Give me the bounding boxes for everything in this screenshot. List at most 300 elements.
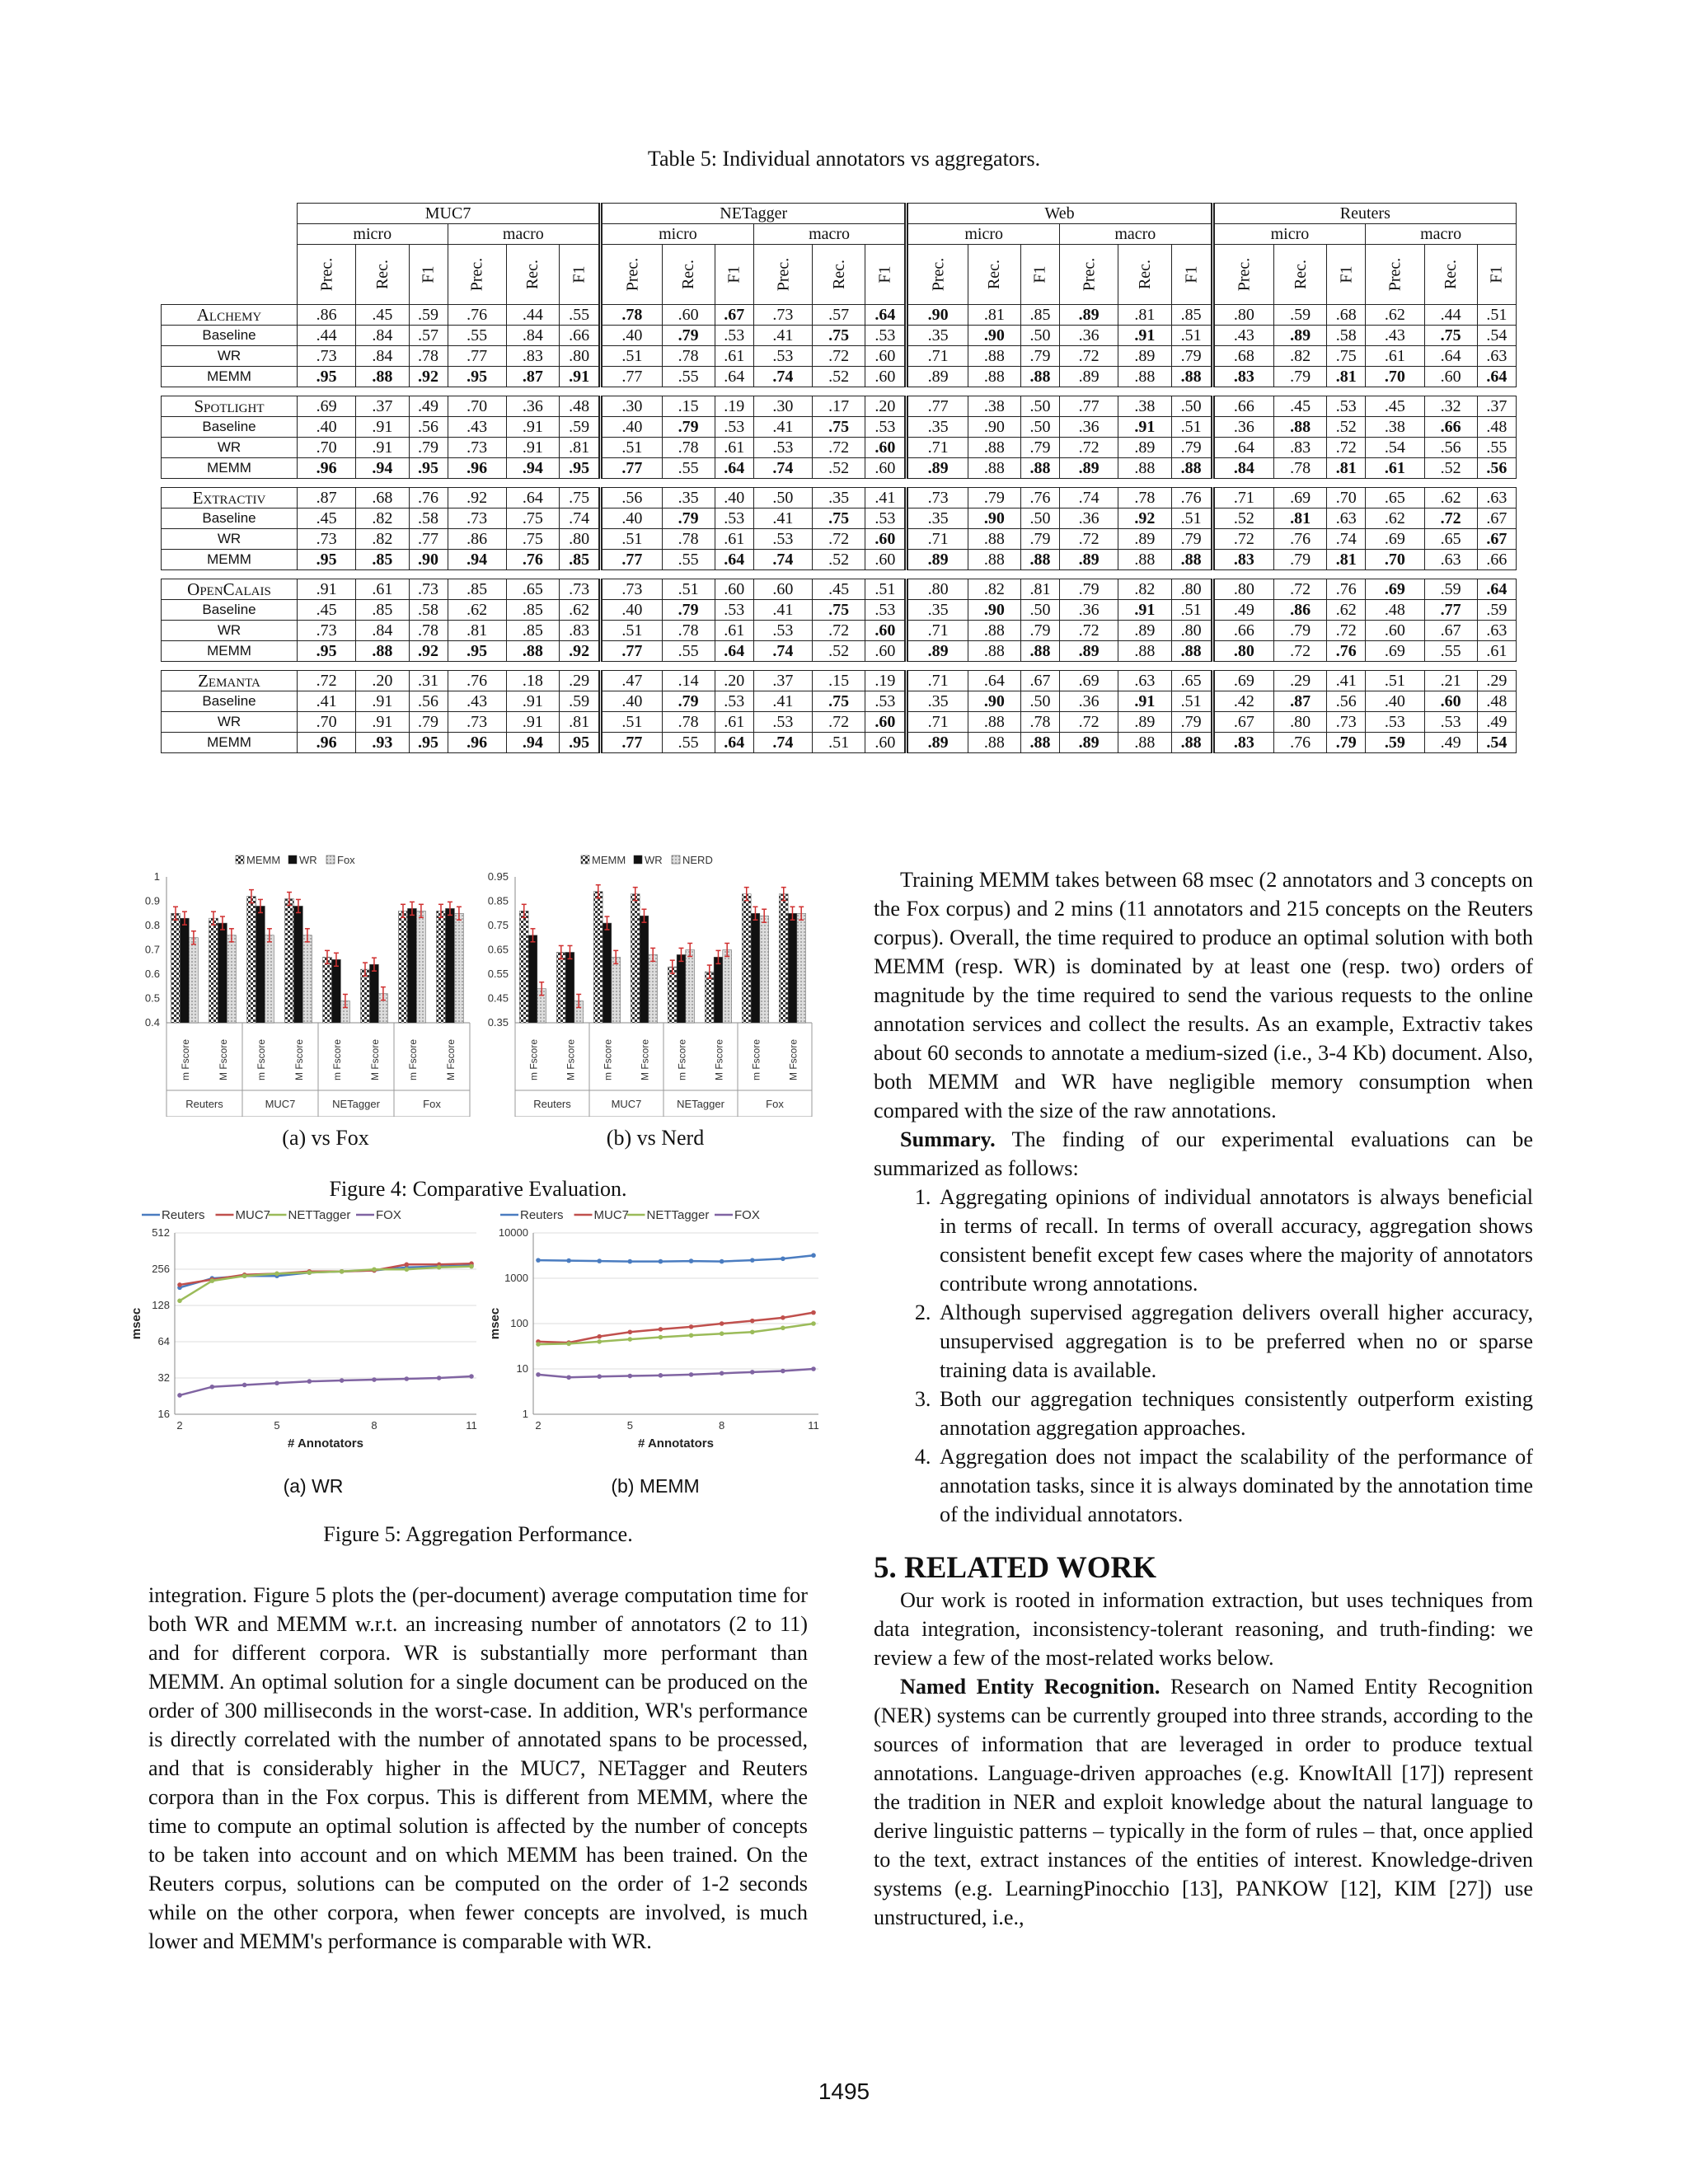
table-cell: .55	[662, 733, 715, 753]
table-cell: .92	[409, 367, 448, 387]
table-cell: .78	[662, 712, 715, 733]
data-point	[469, 1264, 474, 1269]
table-cell: .75	[506, 509, 559, 529]
table-cell: .96	[298, 458, 356, 479]
table-cell: .75	[1327, 346, 1366, 367]
y-tick-label: 128	[152, 1299, 170, 1311]
table-cell: .60	[1424, 367, 1477, 387]
table-row	[162, 346, 1517, 367]
bar	[445, 908, 454, 1023]
table-cell: .88	[1021, 641, 1060, 662]
table-cell: .91	[506, 417, 559, 438]
data-point	[566, 1258, 571, 1263]
data-point	[659, 1259, 663, 1264]
table-cell: .88	[968, 367, 1020, 387]
table-cell: .35	[907, 417, 968, 438]
bar	[603, 923, 612, 1023]
table-cell: .51	[1171, 417, 1212, 438]
bar	[779, 894, 788, 1023]
table-cell: .59	[1274, 305, 1327, 326]
data-point	[597, 1334, 602, 1339]
table-cell: .51	[601, 712, 662, 733]
table-cell: .91	[506, 691, 559, 712]
table-cell: .65	[1171, 671, 1212, 691]
training-paragraph: Training MEMM takes between 68 msec (2 annotators and 3 concepts on the Fox corpus) and 2 mins (11 annotators and 215 concepts on the Reuters corpus). Overall, the time required to produce an optimal solution with both MEMM (resp. WR) is dominated by at least one (resp. two) orders of magnitude by the time required to send the various requests to the online annotation services and collect the results. As an example, Extractiv takes about 60 seconds to annotate a medium-sized (i.e., 3-4 Kb) document. Also, both MEMM and WR have negligible memory consumption when compared with the size of the raw annotations.	[874, 868, 1533, 1122]
table-cell: .54	[1366, 438, 1424, 458]
x-tick-label: 11	[466, 1419, 477, 1432]
table-cell: .53	[1327, 396, 1366, 417]
row-label: WR	[162, 346, 298, 367]
fig4a-bar-chart	[132, 849, 478, 1117]
data-point	[274, 1272, 279, 1277]
legend-swatch	[326, 855, 335, 864]
table-cell: .66	[1424, 417, 1477, 438]
table-cell: .76	[1327, 641, 1366, 662]
table-cell: .72	[1327, 621, 1366, 641]
table-cell: .94	[506, 458, 559, 479]
table-cell: .40	[298, 417, 356, 438]
table-cell: .60	[865, 438, 907, 458]
table-cell: .51	[1171, 509, 1212, 529]
table-cell: .72	[813, 438, 865, 458]
bar	[760, 916, 769, 1023]
table-cell: .66	[1212, 396, 1273, 417]
x-tick-label: 11	[808, 1419, 819, 1432]
y-tick-label: 256	[152, 1263, 170, 1275]
table-cell: .91	[356, 417, 409, 438]
table-cell: .69	[1060, 671, 1118, 691]
table-cell: .53	[715, 691, 753, 712]
table-cell: .19	[865, 671, 907, 691]
table-cell: .71	[1212, 488, 1273, 509]
table-cell: .73	[448, 438, 506, 458]
table-cell: .76	[506, 550, 559, 570]
table-cell: .41	[865, 488, 907, 509]
row-label: WR	[162, 438, 298, 458]
data-point	[689, 1333, 694, 1338]
table-cell: .73	[601, 579, 662, 600]
bar	[399, 911, 408, 1023]
table-cell: .60	[865, 367, 907, 387]
bar	[180, 918, 189, 1023]
table-cell: .70	[448, 396, 506, 417]
table-cell: .89	[1118, 346, 1171, 367]
x-tick-label: M Fscore	[713, 1038, 725, 1080]
table-cell: .35	[907, 326, 968, 346]
table-cell: .60	[715, 579, 753, 600]
table-cell: .72	[1424, 509, 1477, 529]
table-cell: .84	[356, 346, 409, 367]
legend-label: WR	[299, 854, 317, 866]
row-label: WR	[162, 712, 298, 733]
data-point	[628, 1337, 633, 1342]
table-cell: .52	[813, 458, 865, 479]
table-cell: .62	[1366, 509, 1424, 529]
data-point	[720, 1259, 724, 1264]
metric-header: Prec.	[448, 245, 506, 305]
table-cell: .79	[1274, 550, 1327, 570]
table-cell: .49	[409, 396, 448, 417]
data-point	[750, 1370, 755, 1375]
table-cell: .84	[1212, 458, 1273, 479]
table-cell: .55	[662, 641, 715, 662]
table-cell: .50	[753, 488, 812, 509]
results-table	[161, 203, 1517, 753]
x-tick-label: 2	[176, 1419, 183, 1432]
x-tick-label: 8	[371, 1419, 377, 1432]
table-cell: .41	[298, 691, 356, 712]
data-point	[597, 1258, 602, 1263]
table-cell: .56	[601, 488, 662, 509]
fig5b-subcaption: (b) MEMM	[611, 1475, 700, 1497]
table-cell: .69	[1366, 641, 1424, 662]
table-row	[162, 326, 1517, 346]
table-cell: .77	[601, 733, 662, 753]
table-cell: .53	[865, 691, 907, 712]
table-cell: .75	[813, 417, 865, 438]
row-label: Baseline	[162, 509, 298, 529]
table-cell: .85	[356, 600, 409, 621]
row-label: OpenCalais	[162, 579, 298, 600]
legend-label: MEMM	[246, 854, 281, 866]
group-label: Reuters	[185, 1098, 223, 1110]
y-tick-label: 0.45	[487, 991, 509, 1005]
table-cell: .65	[506, 579, 559, 600]
table-cell: .60	[865, 733, 907, 753]
row-label: Spotlight	[162, 396, 298, 417]
table-cell: .18	[506, 671, 559, 691]
table-cell: .44	[298, 326, 356, 346]
table-cell: .45	[298, 509, 356, 529]
table-cell: .95	[409, 733, 448, 753]
table-caption: Table 5: Individual annotators vs aggregators.	[647, 147, 1041, 171]
table-cell: .15	[813, 671, 865, 691]
fig5a-line-chart	[124, 1203, 486, 1467]
data-point	[659, 1327, 663, 1332]
table-cell: .74	[753, 641, 812, 662]
table-cell: .69	[1212, 671, 1273, 691]
table-cell: .50	[1021, 600, 1060, 621]
table-cell: .83	[506, 346, 559, 367]
table-cell: .29	[560, 671, 601, 691]
table-cell: .60	[865, 621, 907, 641]
dataset-header: Reuters	[1212, 204, 1516, 224]
table-cell: .56	[409, 691, 448, 712]
table-cell: .81	[560, 712, 601, 733]
table-cell: .81	[448, 621, 506, 641]
table-cell: .60	[865, 550, 907, 570]
metric-header: Rec.	[506, 245, 559, 305]
data-point	[372, 1267, 377, 1272]
table-cell: .78	[1021, 712, 1060, 733]
table-cell: .88	[1118, 641, 1171, 662]
table-cell: .81	[1021, 579, 1060, 600]
table-cell: .83	[1212, 550, 1273, 570]
table-cell: .64	[1477, 367, 1516, 387]
table-cell: .88	[968, 621, 1020, 641]
bar	[528, 935, 537, 1023]
table-cell: .77	[601, 367, 662, 387]
table-cell: .91	[1118, 691, 1171, 712]
data-point	[210, 1278, 215, 1283]
table-cell: .78	[1274, 458, 1327, 479]
table-cell: .85	[560, 550, 601, 570]
table-cell: .79	[662, 509, 715, 529]
table-cell: .88	[356, 641, 409, 662]
table-cell: .54	[1477, 326, 1516, 346]
table-cell: .36	[1060, 417, 1118, 438]
table-cell: .77	[907, 396, 968, 417]
table-cell: .62	[1424, 488, 1477, 509]
table-cell: .79	[1171, 346, 1212, 367]
y-tick-label: 0.9	[144, 894, 160, 907]
table-cell: .41	[753, 417, 812, 438]
table-cell: .66	[560, 326, 601, 346]
legend-swatch	[236, 855, 244, 864]
table-cell: .41	[753, 600, 812, 621]
table-cell: .44	[1424, 305, 1477, 326]
table-cell: .77	[448, 346, 506, 367]
table-cell: .35	[813, 488, 865, 509]
table-cell: .91	[1118, 326, 1171, 346]
table-cell: .80	[560, 529, 601, 550]
table-cell: .90	[968, 326, 1020, 346]
table-cell: .89	[907, 550, 968, 570]
table-row	[162, 691, 1517, 712]
table-cell: .61	[715, 529, 753, 550]
table-cell: .89	[1060, 458, 1118, 479]
table-cell: .35	[907, 509, 968, 529]
table-cell: .74	[560, 509, 601, 529]
table-cell: .61	[715, 712, 753, 733]
data-point	[307, 1379, 312, 1384]
group-label: MUC7	[265, 1098, 296, 1110]
table-cell: .83	[1212, 733, 1273, 753]
avg-header: macro	[1060, 224, 1213, 245]
table-cell: .36	[1212, 417, 1273, 438]
table-cell: .53	[1424, 712, 1477, 733]
metric-header: Prec.	[1060, 245, 1118, 305]
table-cell: .53	[753, 438, 812, 458]
table-cell: .84	[356, 621, 409, 641]
table-cell: .78	[1118, 488, 1171, 509]
table-cell: .68	[1327, 305, 1366, 326]
y-tick-label: 10	[516, 1362, 528, 1375]
table-cell: .80	[1274, 712, 1327, 733]
y-tick-label: 0.55	[487, 968, 509, 980]
y-tick-label: 0.85	[487, 894, 509, 907]
x-tick-label: M Fscore	[293, 1038, 305, 1080]
table-row	[162, 733, 1517, 753]
data-point	[781, 1256, 785, 1261]
table-cell: .76	[1171, 488, 1212, 509]
table-cell: .88	[968, 550, 1020, 570]
data-point	[597, 1339, 602, 1344]
table-cell: .73	[448, 712, 506, 733]
table-cell: .65	[1424, 529, 1477, 550]
table-cell: .62	[1327, 600, 1366, 621]
table-cell: .77	[1060, 396, 1118, 417]
y-axis-label: msec	[129, 1307, 143, 1340]
table-row	[162, 621, 1517, 641]
table-cell: .64	[865, 305, 907, 326]
table-cell: .82	[968, 579, 1020, 600]
table-cell: .89	[1060, 550, 1118, 570]
table-cell: .61	[715, 346, 753, 367]
table-cell: .45	[356, 305, 409, 326]
table-cell: .79	[409, 712, 448, 733]
legend-label: MUC7	[235, 1208, 271, 1222]
table-cell: .59	[560, 691, 601, 712]
data-point	[597, 1374, 602, 1379]
table-cell: .55	[662, 458, 715, 479]
series-line	[538, 1255, 814, 1261]
bar	[323, 957, 332, 1023]
x-axis-label: # Annotators	[288, 1436, 363, 1451]
table-cell: .69	[1366, 529, 1424, 550]
table-row	[162, 712, 1517, 733]
summary-heading: Summary.	[900, 1127, 996, 1151]
table-cell: .90	[968, 600, 1020, 621]
table-cell: .48	[1477, 691, 1516, 712]
table-cell: .74	[1327, 529, 1366, 550]
x-tick-label: 5	[274, 1419, 280, 1432]
bar	[519, 911, 528, 1023]
table-cell: .38	[1118, 396, 1171, 417]
bar	[714, 957, 723, 1023]
data-point	[689, 1324, 694, 1329]
table-cell: .78	[662, 438, 715, 458]
table-cell: .85	[448, 579, 506, 600]
table-row	[162, 396, 1517, 417]
data-point	[242, 1273, 247, 1278]
table-cell: .56	[1477, 458, 1516, 479]
y-tick-label: 512	[152, 1226, 170, 1239]
x-tick-label: m Fscore	[528, 1038, 540, 1080]
table-cell: .40	[715, 488, 753, 509]
table-cell: .43	[1212, 326, 1273, 346]
legend-label: MEMM	[592, 854, 626, 866]
summary-list	[874, 1183, 1533, 1529]
table-cell: .71	[907, 621, 968, 641]
table-cell: .76	[1274, 529, 1327, 550]
x-tick-label: M Fscore	[369, 1038, 381, 1080]
page-number: 1495	[818, 2079, 870, 2104]
table-cell: .43	[1366, 326, 1424, 346]
list-item: 2. Although supervised aggregation delivers overall higher accuracy, unsupervised aggregation is to be preferred when no or sparse training data is available.	[936, 1298, 1533, 1385]
table-cell: .64	[1424, 346, 1477, 367]
table-cell: .72	[1327, 438, 1366, 458]
table-cell: .63	[1477, 346, 1516, 367]
bar	[631, 894, 640, 1023]
table-cell: .94	[448, 550, 506, 570]
table-cell: .47	[601, 671, 662, 691]
table-cell: .51	[1171, 600, 1212, 621]
table-row	[162, 641, 1517, 662]
series-line	[538, 1313, 814, 1343]
group-label: MUC7	[611, 1098, 642, 1110]
bar	[640, 916, 649, 1023]
bar	[788, 913, 797, 1023]
table-cell: .78	[662, 529, 715, 550]
table-cell: .53	[715, 326, 753, 346]
table-cell: .53	[865, 417, 907, 438]
bar	[416, 911, 425, 1023]
table-cell: .88	[1021, 367, 1060, 387]
legend-swatch	[581, 855, 589, 864]
bar	[171, 913, 181, 1023]
table-cell: .92	[409, 641, 448, 662]
table-cell: .58	[1327, 326, 1366, 346]
table-cell: .84	[506, 326, 559, 346]
fig4-caption: Figure 4: Comparative Evaluation.	[329, 1177, 627, 1201]
table-cell: .64	[715, 367, 753, 387]
section-title: 5. RELATED WORK	[874, 1551, 1156, 1585]
data-point	[659, 1373, 663, 1378]
table-cell: .87	[506, 367, 559, 387]
table-cell: .51	[813, 733, 865, 753]
table-cell: .64	[715, 733, 753, 753]
table-cell: .92	[1118, 509, 1171, 529]
table-cell: .81	[1118, 305, 1171, 326]
dataset-header: Web	[907, 204, 1212, 224]
table-cell: .41	[1327, 671, 1366, 691]
table-cell: .94	[506, 733, 559, 753]
table-cell: .95	[448, 641, 506, 662]
y-tick-label: 0.8	[144, 919, 160, 931]
table-cell: .62	[448, 600, 506, 621]
table-cell: .91	[356, 691, 409, 712]
table-cell: .80	[1212, 579, 1273, 600]
table-cell: .40	[601, 509, 662, 529]
table-cell: .78	[409, 346, 448, 367]
table-cell: .88	[968, 458, 1020, 479]
table-cell: .70	[1366, 367, 1424, 387]
table-cell: .84	[356, 326, 409, 346]
avg-header: micro	[907, 224, 1060, 245]
data-point	[689, 1372, 694, 1377]
table-cell: .76	[1274, 733, 1327, 753]
table-cell: .95	[560, 733, 601, 753]
fig4a-subcaption: (a) vs Fox	[282, 1126, 369, 1150]
data-point	[566, 1375, 571, 1380]
table-cell: .61	[1366, 346, 1424, 367]
ner-paragraph	[874, 1672, 1533, 1932]
table-row	[162, 458, 1517, 479]
table-cell: .79	[1274, 367, 1327, 387]
table-cell: .88	[968, 712, 1020, 733]
table-cell: .19	[715, 396, 753, 417]
data-point	[536, 1372, 541, 1377]
table-cell: .79	[1021, 621, 1060, 641]
table-cell: .14	[662, 671, 715, 691]
table-cell: .85	[356, 550, 409, 570]
table-cell: .80	[1171, 621, 1212, 641]
legend-label: NETTagger	[288, 1208, 351, 1222]
table-cell: .90	[968, 509, 1020, 529]
table-cell: .71	[907, 671, 968, 691]
bar	[742, 894, 751, 1023]
table-cell: .96	[448, 458, 506, 479]
table-cell: .51	[1171, 326, 1212, 346]
table-cell: .89	[1274, 326, 1327, 346]
table-cell: .70	[298, 438, 356, 458]
table-cell: .50	[1021, 326, 1060, 346]
group-label: Fox	[423, 1098, 441, 1110]
table-cell: .73	[298, 346, 356, 367]
table-cell: .55	[1424, 641, 1477, 662]
legend-swatch	[634, 855, 642, 864]
